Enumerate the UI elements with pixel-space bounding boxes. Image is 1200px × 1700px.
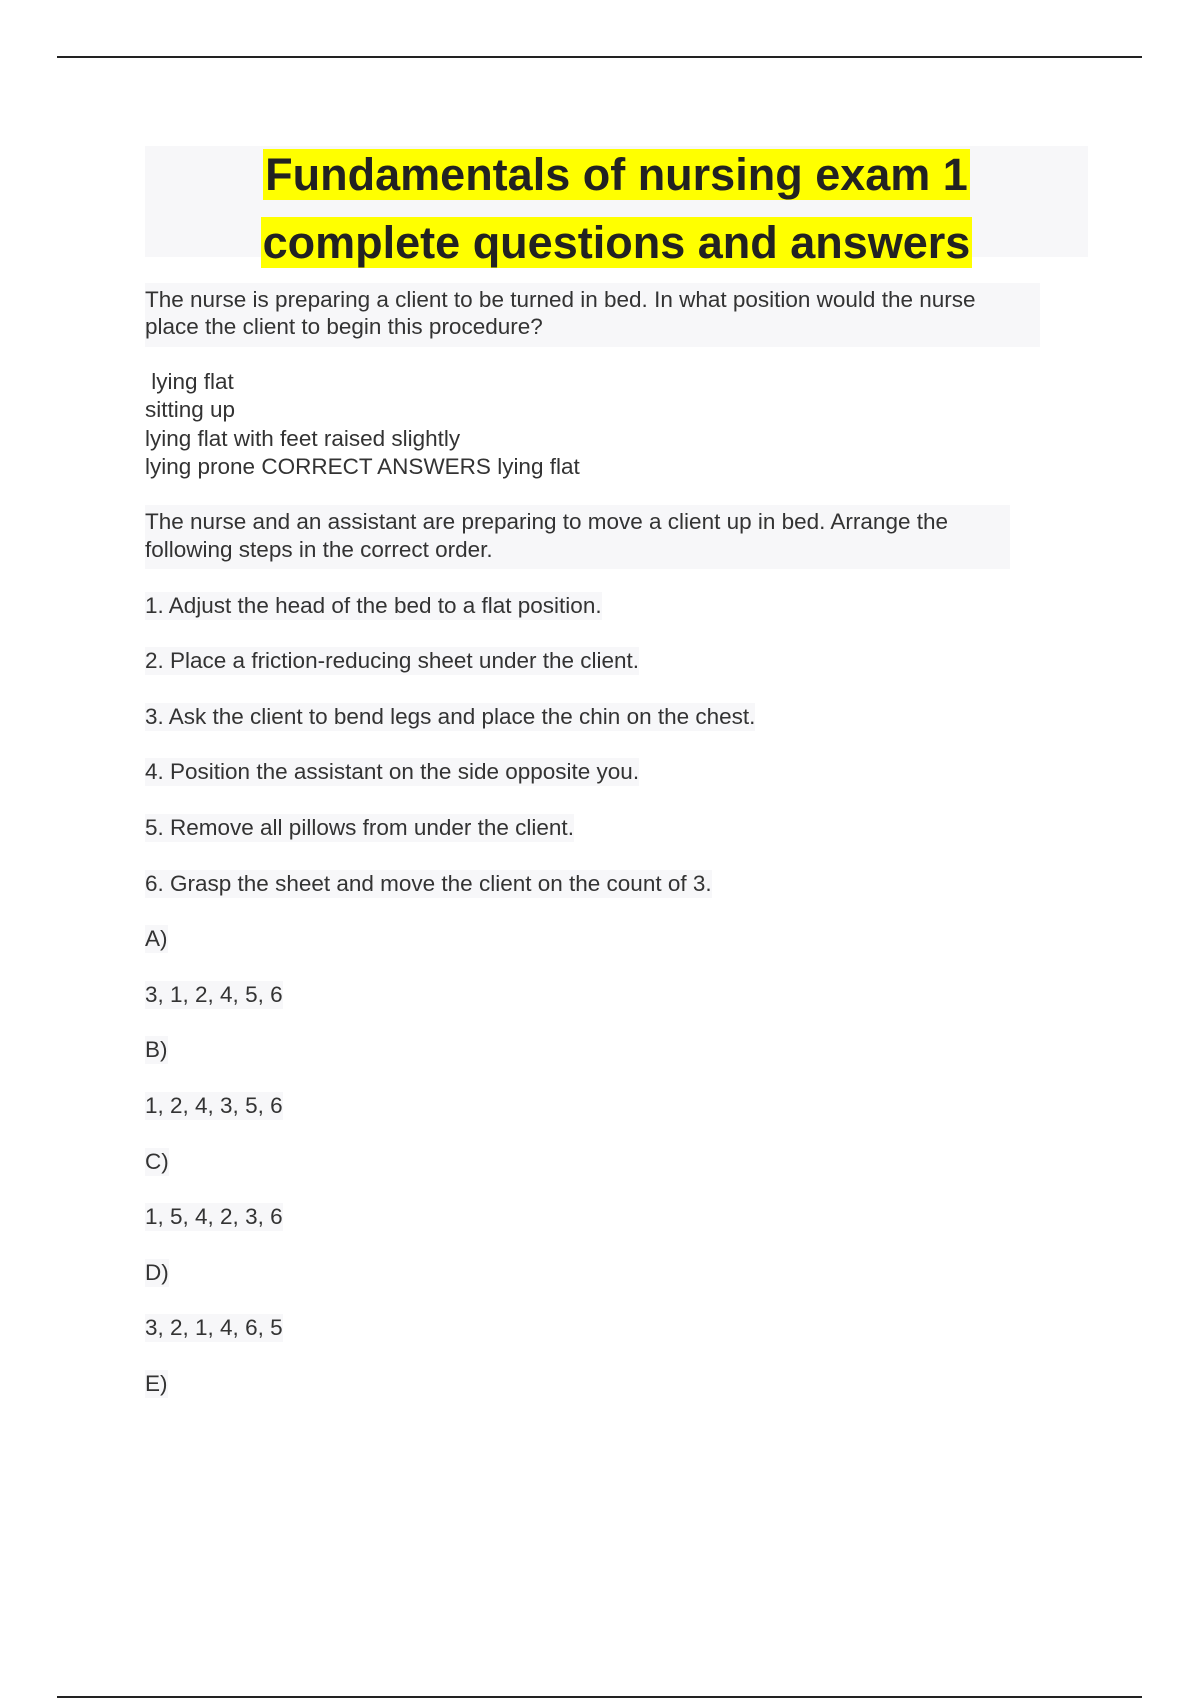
question-1-text-line-2: place the client to begin this procedure? (145, 314, 543, 339)
question-2-step: 5. Remove all pillows from under the client. (145, 815, 574, 840)
question-2-step: 4. Position the assistant on the side opposite you. (145, 759, 640, 784)
choice-label-c: C) (145, 1149, 169, 1174)
question-2-step: 2. Place a friction-reducing sheet under the client. (145, 648, 640, 673)
document-title (145, 146, 1088, 282)
title-line-2: complete questions and answers (262, 217, 971, 268)
choice-value-c: 1, 5, 4, 2, 3, 6 (145, 1204, 283, 1229)
question-1-text-line-1: The nurse is preparing a client to be turned in bed. In what position would the nurse (145, 287, 976, 312)
question-2-step: 1. Adjust the head of the bed to a flat position. (145, 593, 602, 618)
title-line-1: Fundamentals of nursing exam 1 (265, 149, 968, 200)
choice-label-d: D) (145, 1260, 169, 1285)
question-2-text-line-1: The nurse and an assistant are preparing to move a client up in bed. Arrange the (145, 509, 949, 534)
question-2-step: 3. Ask the client to bend legs and place the chin on the chest. (145, 704, 756, 729)
question-1-option: lying flat (145, 369, 234, 394)
question-1-option: lying prone CORRECT ANSWERS lying flat (145, 454, 580, 479)
choice-label-b: B) (145, 1037, 168, 1062)
top-rule (57, 56, 1142, 58)
question-2-step: 6. Grasp the sheet and move the client on the count of 3. (145, 871, 712, 896)
question-1-option: sitting up (145, 397, 236, 422)
choice-value-b: 1, 2, 4, 3, 5, 6 (145, 1093, 283, 1118)
title-block (145, 146, 1088, 268)
choice-value-a: 3, 1, 2, 4, 5, 6 (145, 982, 283, 1007)
choice-label-a: A) (145, 926, 168, 951)
question-2-text-line-2: following steps in the correct order. (145, 537, 493, 562)
choice-value-d: 3, 2, 1, 4, 6, 5 (145, 1315, 283, 1340)
question-1-option: lying flat with feet raised slightly (145, 426, 461, 451)
choice-label-e: E) (145, 1371, 168, 1396)
bottom-rule (57, 1696, 1142, 1698)
